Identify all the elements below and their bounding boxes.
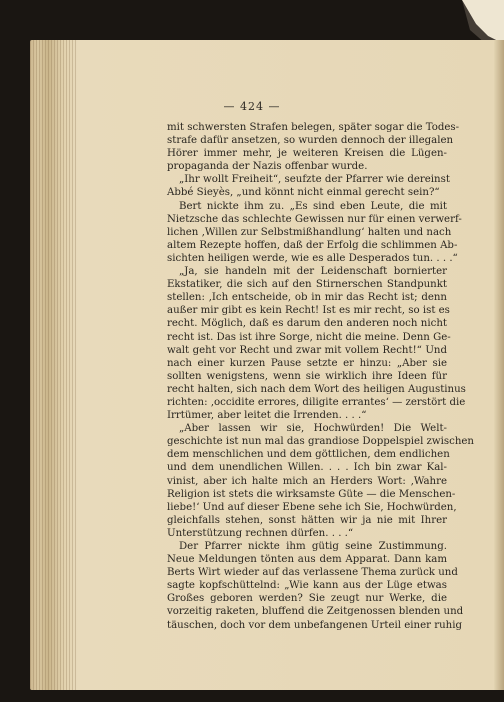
text-line: stellen: ‚Ich entscheide, ob in mir das Recht ist; denn xyxy=(167,292,447,304)
text-line: mit schwersten Strafen belegen, später sogar die Todes- xyxy=(167,122,460,133)
text-line: Ekstatiker, die sich auf den Stirnerschen Standpunkt xyxy=(167,279,447,291)
text-line: vorzeitig raketen, bluffend die Zeitgenossen blenden und xyxy=(167,606,464,618)
text-line: vinist, aber ich halte mich an Herders Wort: ‚Wahre xyxy=(167,475,447,487)
page-stack-edges xyxy=(30,40,76,690)
text-line: recht ist. Das ist ihre Sorge, nicht die meine. Denn Ge- xyxy=(167,331,451,343)
text-line: Unterstützung rechnen dürfen. . . .“ xyxy=(167,527,354,539)
text-line: und dem unendlichen Willen. . . . Ich bin zwar Kal- xyxy=(167,462,447,474)
text-line: sichten heiligen werde, wie es alle Desperados tun. . . .“ xyxy=(167,252,458,264)
text-line: lichen ‚Willen zur Selbstmißhandlung‘ halten und nach xyxy=(167,226,452,238)
text-line: propaganda der Nazis offenbar wurde. xyxy=(167,161,368,173)
text-line: täuschen, doch vor dem unbefangenen Urteil einer ruhig xyxy=(167,619,463,631)
text-line: sollten wenigstens, wenn sie wirklich ihre Ideen für xyxy=(167,370,447,382)
text-line: außer mir gibt es kein Recht! Ist es mir recht, so ist es xyxy=(167,305,450,317)
text-line: recht halten, sich nach dem Wort des heiligen Augustinus xyxy=(167,383,466,395)
text-line: Der Pfarrer nickte ihm gütig seine Zustimmung. xyxy=(179,541,447,552)
text-line: altem Rezepte hoffen, daß der Erfolg die schlimmen Ab- xyxy=(167,239,458,251)
text-line: recht. Möglich, daß es darum den anderen noch nicht xyxy=(167,318,447,330)
text-line: Nietzsche das schlechte Gewissen nur für einen verwerf- xyxy=(167,213,462,225)
text-line: „Ja, sie handeln mit der Leidenschaft bornierter xyxy=(179,266,447,278)
text-line: Irrtümer, aber leitet die Irrenden. . . .“ xyxy=(167,410,367,422)
text-line: Berts Wirt wieder auf das verlassene Thema zurück und xyxy=(167,567,458,579)
text-line: Bert nickte ihm zu. „Es sind eben Leute, die mit xyxy=(179,200,447,212)
text-line: „Aber lassen wir sie, Hochwürden! Die Welt- xyxy=(179,423,447,435)
page-number: — 424 — xyxy=(223,100,281,113)
text-line: sagte kopfschüttelnd: „Wie kann aus der Lüge etwas xyxy=(167,580,447,592)
text-line: dem menschlichen und dem göttlichen, dem endlichen xyxy=(167,449,450,461)
text-line: Religion ist stets die wirksamste Güte — die Menschen- xyxy=(167,488,456,500)
text-line: liebe!‘ Und auf dieser Ebene sehe ich Sie, Hochwürden, xyxy=(167,501,457,513)
text-line: strafe dafür ansetzen, so wurden dennoch der illegalen xyxy=(167,135,454,147)
text-line: „Ihr wollt Freiheit“, seufzte der Pfarrer wie dereinst xyxy=(179,174,450,186)
text-line: walt geht vor Recht und zwar mit vollem Recht!“ Und xyxy=(167,344,447,356)
text-line: geschichte ist nun mal das grandiose Doppelspiel zwischen xyxy=(167,436,474,448)
text-line: Neue Meldungen tönten aus dem Apparat. Dann kam xyxy=(167,554,447,566)
text-line: Hörer immer mehr, je weiteren Kreisen die Lügen- xyxy=(167,148,447,160)
text-line: Abbé Sieyès, „und könnt nicht einmal gerecht sein?“ xyxy=(167,187,440,199)
text-line: richten: ‚occidite errores, diligite errantes‘ — zerstört die xyxy=(167,396,466,408)
page-right-edge xyxy=(494,40,504,690)
text-line: Großes geboren werden? Sie zeugt nur Werke, die xyxy=(167,593,447,605)
text-line: gleichfalls stehen, sonst hätten wir ja nie mit Ihrer xyxy=(167,514,447,526)
text-line: nach einer kurzen Pause setzte er hinzu: „Aber sie xyxy=(167,357,447,369)
body-text xyxy=(167,121,474,632)
